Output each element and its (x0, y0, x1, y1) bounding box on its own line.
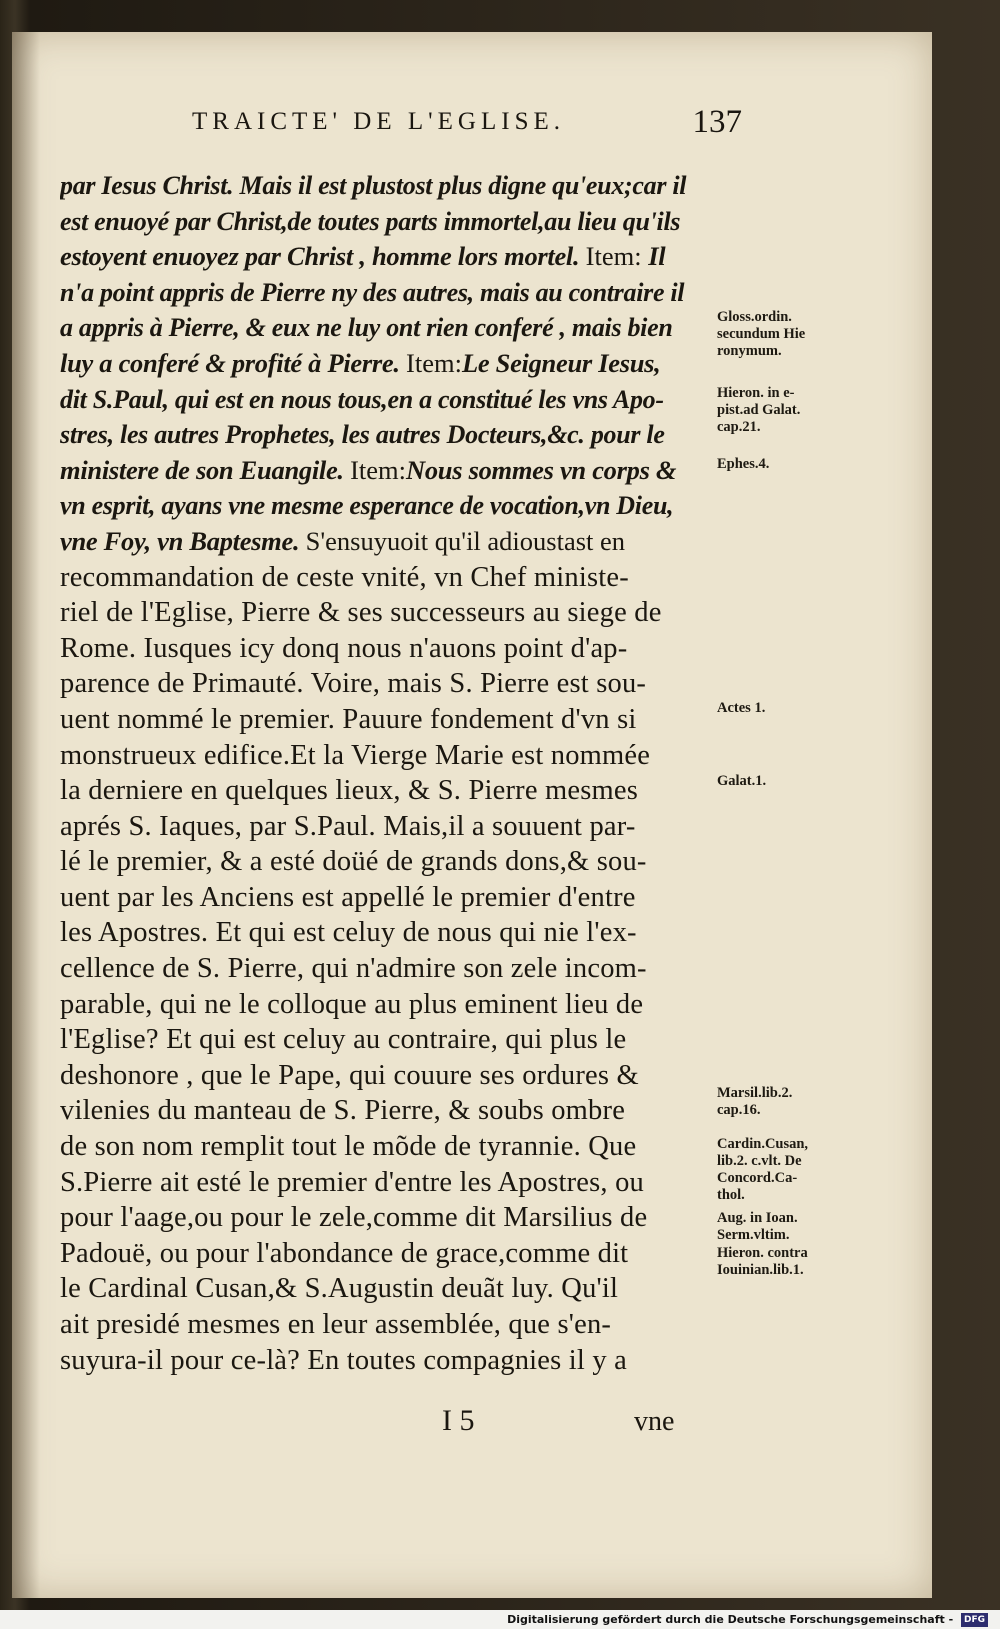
roman-text: le Cardinal Cusan,& S.Augustin deuãt luy. Qu'il (60, 1273, 619, 1305)
text-line (60, 1129, 720, 1165)
text-line (60, 666, 720, 702)
roman-text: ait presidé mesmes en leur assemblée, que s'en- (60, 1309, 612, 1340)
text-line (60, 702, 720, 738)
roman-text: S.Pierre ait esté le premier d'entre les Apostres, ou (60, 1166, 644, 1198)
margin-note-hieron-galat: Hieron. in e- pist.ad Galat. cap.21. (717, 385, 801, 435)
text-line (60, 560, 720, 596)
text-line (60, 595, 720, 631)
italic-text: ministere de son Euangile. (60, 454, 351, 485)
text-line (60, 631, 720, 667)
dfg-logo: DFG (961, 1613, 988, 1627)
text-line (60, 204, 720, 240)
text-line (60, 168, 720, 204)
roman-text: de son nom remplit tout le mõde de tyrannie. Que (60, 1131, 637, 1163)
roman-text: parable, qui ne le colloque au plus eminent lieu de (60, 988, 644, 1020)
roman-text: suyura-il pour ce-là? En toutes compagnies il y a (60, 1344, 627, 1376)
text-line (60, 844, 720, 880)
italic-text: vne Foy, vn Baptesme. (60, 525, 306, 556)
roman-text: les Apostres. Et qui est celuy de nous qui nie l'ex- (60, 917, 637, 949)
text-line (60, 524, 720, 560)
text-line (60, 951, 720, 987)
italic-text: dit S.Paul, qui est en nous tous,en a constitué les vns Apo- (60, 384, 664, 414)
roman-text: vilenies du manteau de S. Pierre, & soubs ombre (60, 1095, 626, 1127)
digitization-credit (507, 1610, 988, 1629)
margin-note-aug-ioan: Aug. in Ioan. Serm.vltim. (717, 1210, 798, 1243)
text-line (60, 1271, 720, 1307)
margin-note-cardin-cusan: Cardin.Cusan, lib.2. c.vlt. De Concord.Ca- thol. (717, 1136, 809, 1203)
text-line (60, 1165, 720, 1201)
credit-text: Digitalisierung gefördert durch die Deutsche Forschungsgemeinschaft - (507, 1613, 954, 1626)
roman-text: recommandation de ceste vnité, vn Chef ministe- (60, 561, 629, 593)
margin-note-ephes: Ephes.4. (717, 456, 770, 472)
text-line (60, 738, 720, 774)
text-line (60, 453, 720, 489)
italic-text: estoyent enuoyez par Christ , homme lors mortel. (60, 241, 586, 272)
text-line (60, 310, 720, 346)
text-line (60, 1236, 720, 1272)
text-line (60, 880, 720, 916)
italic-text: a appris à Pierre, & eux ne luy ont rien conferé , mais bien (60, 313, 673, 343)
roman-text: la derniere en quelques lieux, & S. Pierre mesmes (60, 775, 639, 807)
text-line (60, 417, 720, 453)
page-number: 137 (692, 104, 742, 140)
roman-text: Item: (350, 454, 407, 485)
text-line (60, 809, 720, 845)
text-line (60, 1343, 720, 1379)
text-line (60, 773, 720, 809)
text-line (60, 488, 720, 524)
italic-text: stres, les autres Prophetes, les autres Docteurs,&c. pour le (60, 420, 665, 450)
roman-text: aprés S. Iaques, par S.Paul. Mais,il a souuent par- (60, 810, 636, 842)
margin-note-galat: Galat.1. (717, 773, 767, 789)
text-line (60, 1093, 720, 1129)
text-line (60, 382, 720, 418)
roman-text: riel de l'Eglise, Pierre & ses successeurs au siege de (60, 597, 662, 629)
margin-note-gloss-ordinaria: Gloss.ordin. secundum Hie ronymum. (717, 309, 806, 359)
italic-text: n'a point appris de Pierre ny des autres, mais au contraire il (60, 277, 685, 307)
italic-text: Nous sommes vn corps & (406, 454, 677, 485)
text-line (60, 1022, 720, 1058)
text-line (60, 239, 720, 275)
roman-text: pour l'aage,ou pour le zele,comme dit Marsilius de (60, 1202, 648, 1234)
catchword: vne (634, 1406, 675, 1437)
roman-text: uent nommé le premier. Pauure fondement d'vn si (60, 703, 637, 735)
signature-mark: I 5 (442, 1404, 475, 1437)
text-line (60, 346, 720, 382)
italic-text: vn esprit, ayans vne mesme esperance de vocation,vn Dieu, (60, 491, 674, 521)
text-line (60, 915, 720, 951)
text-line (60, 1058, 720, 1094)
roman-text: cellence de S. Pierre, qui n'admire son zele incom- (60, 953, 647, 985)
italic-text: Il (648, 241, 666, 272)
body-text (60, 168, 720, 1378)
italic-text: luy a conferé & profité à Pierre. (60, 347, 407, 378)
roman-text: Item: (585, 241, 649, 272)
margin-note-actes: Actes 1. (717, 700, 766, 716)
roman-text: lé le premier, & a esté doüé de grands dons,& sou- (60, 846, 647, 878)
italic-text: est enuoyé par Christ,de toutes parts immortel,au lieu qu'ils (60, 206, 681, 236)
text-line (60, 1200, 720, 1236)
roman-text: Item: (406, 347, 462, 378)
roman-text: Padouë, ou pour l'abondance de grace,comme dit (60, 1237, 629, 1269)
italic-text: Le Seigneur Iesus, (461, 347, 661, 378)
book-page (12, 32, 932, 1598)
roman-text: l'Eglise? Et qui est celuy au contraire, qui plus le (60, 1024, 627, 1056)
roman-text: monstrueux edifice.Et la Vierge Marie est nommée (60, 739, 651, 771)
text-line (60, 1307, 720, 1343)
margin-note-hieron-iouinian: Hieron. contra Iouinian.lib.1. (717, 1245, 808, 1278)
roman-text: S'ensuyuoit qu'il adioustast en (305, 525, 626, 556)
roman-text: deshonore , que le Pape, qui couure ses ordures & (60, 1059, 639, 1091)
text-line (60, 987, 720, 1023)
italic-text: par Iesus Christ. Mais il est plustost plus digne qu'eux;car il (60, 171, 687, 200)
running-title: TRAICTE' DE L'EGLISE. (192, 108, 565, 135)
page-header (182, 104, 742, 144)
roman-text: uent par les Anciens est appellé le premier d'entre (60, 881, 636, 913)
roman-text: Rome. Iusques icy donq nous n'auons point d'ap- (60, 632, 628, 664)
page-footer (12, 1404, 932, 1444)
margin-note-marsil: Marsil.lib.2. cap.16. (717, 1085, 793, 1118)
roman-text: parence de Primauté. Voire, mais S. Pierre est sou- (60, 668, 647, 700)
text-line (60, 275, 720, 311)
